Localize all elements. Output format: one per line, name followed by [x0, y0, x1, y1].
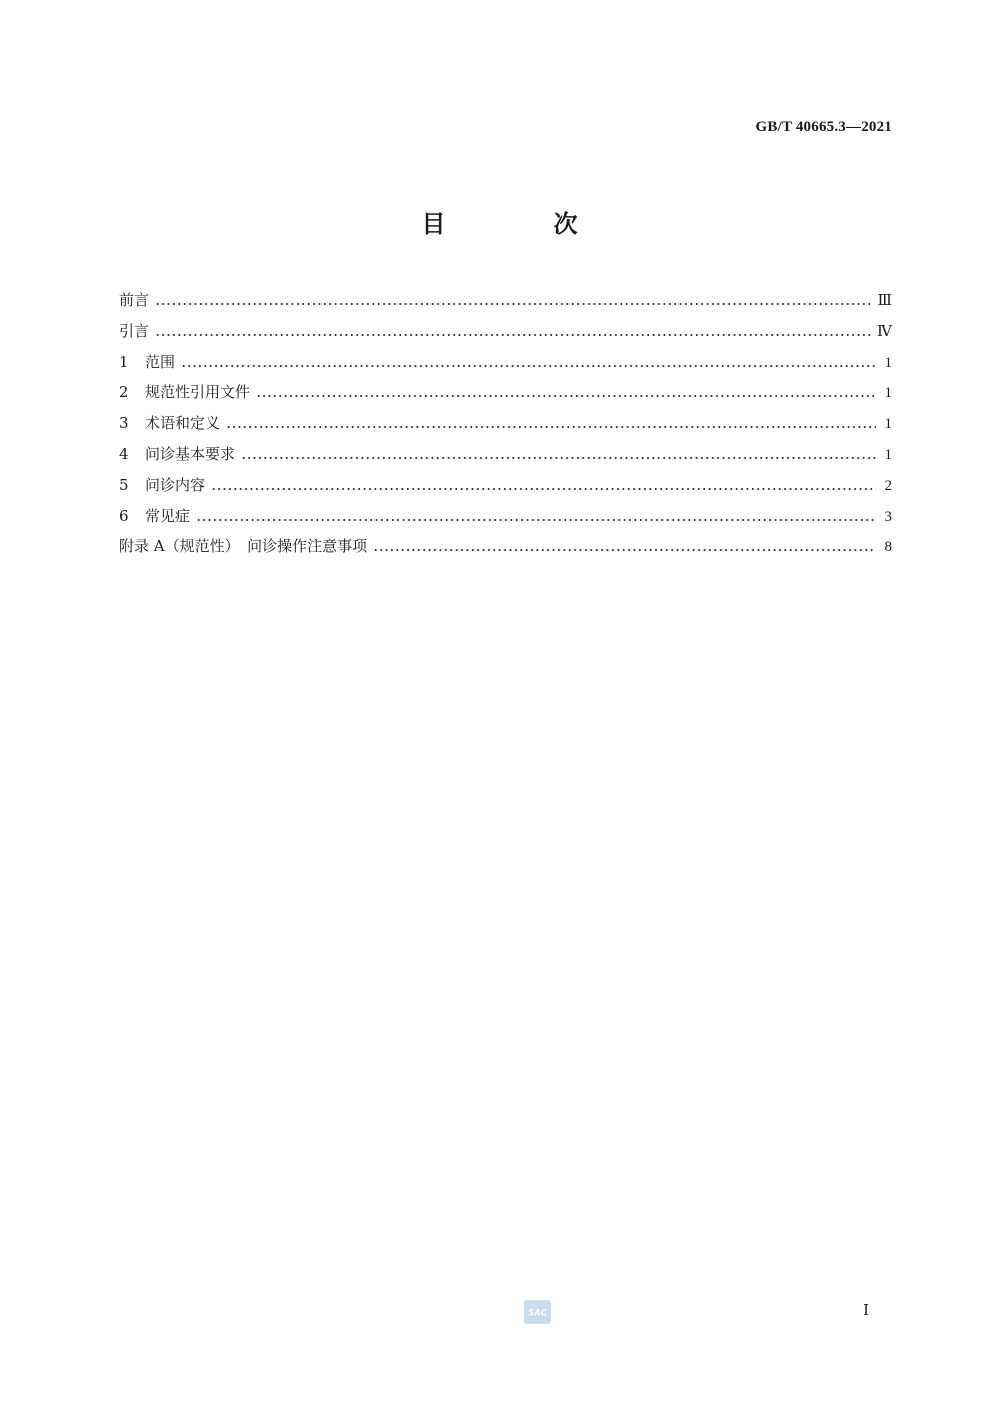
toc-entry-text: 术语和定义 [145, 414, 221, 433]
toc-entry-terms-definitions[interactable] [119, 408, 892, 439]
toc-entry-page: 8 [884, 539, 892, 556]
toc-entry-text: 常见症 [145, 506, 191, 525]
dot-leader [196, 519, 876, 521]
toc-entry-common-symptoms[interactable] [119, 501, 892, 532]
dot-leader [155, 334, 871, 336]
toc-entry-introduction[interactable] [119, 316, 892, 347]
toc-entry-page: 2 [884, 477, 892, 494]
toc-entry-number: 2 [119, 383, 129, 402]
table-of-contents [119, 285, 892, 562]
toc-entry-normative-references[interactable] [119, 377, 892, 408]
dot-leader [211, 488, 876, 490]
sac-logo [524, 1300, 551, 1324]
toc-entry-foreword[interactable] [119, 285, 892, 316]
toc-entry-label: 前言 [119, 291, 150, 309]
toc-entry-number: 1 [119, 352, 129, 371]
toc-entry-label: 附录 A（规范性） 问诊操作注意事项 [119, 537, 368, 556]
dot-leader [181, 365, 876, 367]
toc-entry-label [119, 347, 181, 378]
standard-number: GB/T 40665.3—2021 [755, 119, 892, 135]
toc-entry-page: 1 [884, 416, 892, 433]
toc-entry-annex-a[interactable] [119, 531, 892, 562]
toc-entry-page: 1 [884, 446, 892, 463]
toc-entry-scope[interactable] [119, 347, 892, 378]
toc-entry-label [119, 408, 226, 439]
page-number: Ⅰ [863, 1303, 869, 1319]
toc-entry-text: 问诊内容 [145, 475, 206, 494]
toc-entry-text: 规范性引用文件 [145, 383, 251, 402]
toc-entry-label [119, 501, 196, 532]
toc-entry-number: 4 [119, 444, 129, 463]
dot-leader [155, 303, 872, 305]
toc-entry-page: Ⅲ [877, 293, 892, 309]
toc-title: 目 次 [421, 210, 620, 238]
sac-logo-text: SAC [528, 1308, 547, 1319]
toc-entry-basic-requirements[interactable] [119, 439, 892, 470]
dot-leader [256, 395, 876, 397]
toc-entry-page: Ⅳ [877, 323, 892, 340]
toc-entry-label: 引言 [119, 321, 150, 340]
toc-entry-number: 3 [119, 414, 129, 433]
toc-entry-content[interactable] [119, 470, 892, 501]
toc-entry-label [119, 439, 241, 470]
toc-entry-page: 1 [884, 354, 892, 371]
toc-entry-page: 3 [884, 508, 892, 525]
dot-leader [373, 549, 876, 551]
toc-entry-text: 范围 [145, 352, 176, 371]
sac-logo-icon [524, 1300, 551, 1324]
toc-entry-number: 5 [119, 475, 129, 494]
toc-entry-label [119, 377, 256, 408]
toc-entry-text: 问诊基本要求 [145, 444, 236, 463]
dot-leader [226, 426, 876, 428]
toc-entry-number: 6 [119, 506, 129, 525]
toc-entry-label [119, 470, 211, 501]
dot-leader [241, 457, 876, 459]
toc-entry-page: 1 [884, 385, 892, 402]
